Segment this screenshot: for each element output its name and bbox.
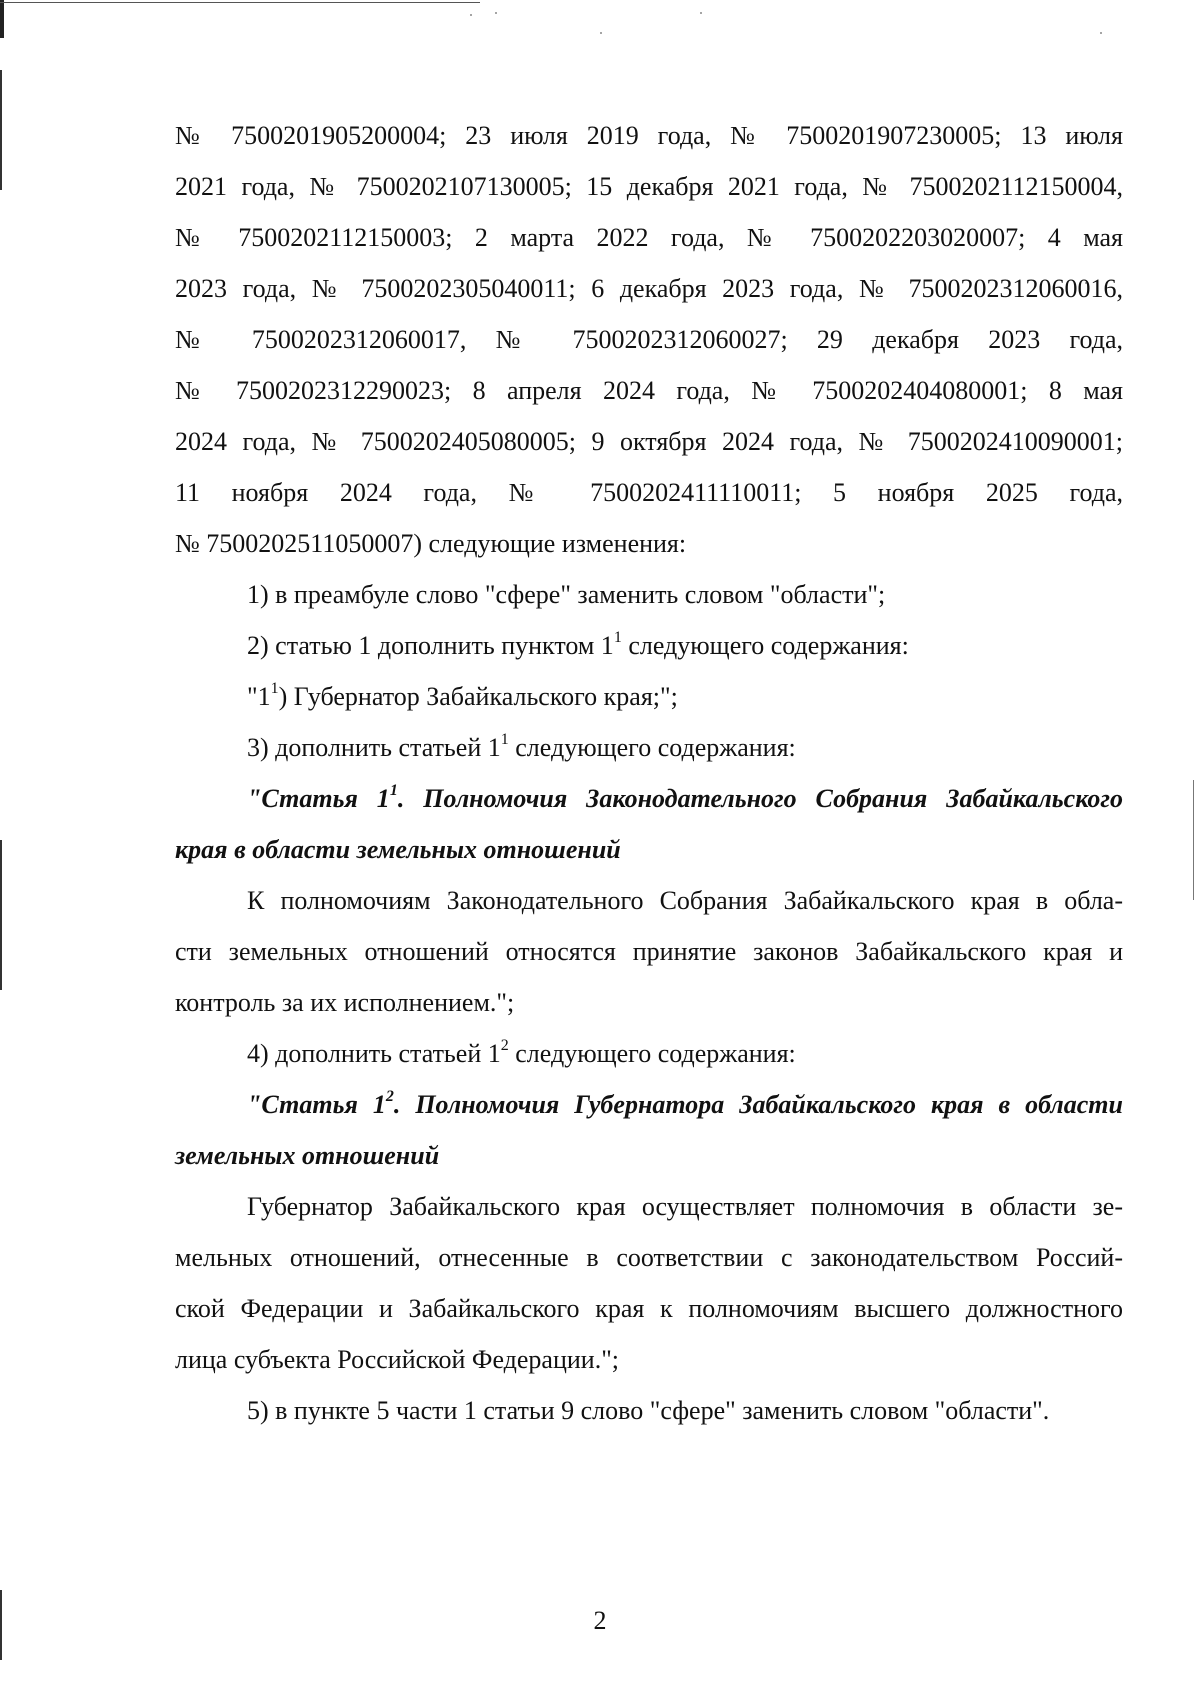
- article-1-2-body-line: лица субъекта Российской Федерации.";: [175, 1345, 620, 1374]
- paragraph-line: 2024 года, № 7500202405080005; 9 октября 2024 года, № 7500202410090001;: [175, 427, 1123, 456]
- paragraph-line: 11 ноября 2024 года, № 7500202411110011; 5 ноября 2025 года,: [175, 478, 1123, 507]
- amendment-item-5: 5) в пункте 5 части 1 статьи 9 слово "сфере" заменить словом "области".: [247, 1396, 1050, 1425]
- amendment-item-2: 2) статью 1 дополнить пунктом $1^1$ следующего содержания:: [247, 629, 909, 660]
- paragraph-line: № 7500201905200004; 23 июля 2019 года, № 7500201907230005; 13 июля: [175, 121, 1123, 150]
- document-body: [175, 110, 1123, 1436]
- article-1-1-body-line: контроль за их исполнением.";: [175, 988, 515, 1017]
- scan-speck: [600, 32, 602, 34]
- amendment-item-2-quote: "$1^1$) Губернатор Забайкальского края;";: [247, 680, 678, 711]
- amendment-item-4: 4) дополнить статьей $1^2$ следующего содержания:: [247, 1037, 796, 1068]
- article-1-2-title: "Статья $1^2$. Полномочия Губернатора Забайкальского края в области: [247, 1088, 1123, 1119]
- article-1-2-title-cont: земельных отношений: [175, 1141, 440, 1170]
- scan-edge-artifact: [0, 70, 2, 190]
- scan-edge-artifact: [1193, 780, 1194, 900]
- scan-speck: [470, 14, 472, 16]
- paragraph-line: № 7500202511050007) следующие изменения:: [175, 529, 687, 558]
- page-number: 2: [593, 1606, 607, 1635]
- paragraph-line: № 7500202312060017, № 7500202312060027; 29 декабря 2023 года,: [175, 325, 1123, 354]
- amendment-item-3: 3) дополнить статьей $1^1$ следующего содержания:: [247, 731, 796, 762]
- article-1-2-body-line: мельных отношений, отнесенные в соответствии с законодательством Россий-: [175, 1243, 1123, 1272]
- article-1-2-body-line: ской Федерации и Забайкальского края к полномочиям высшего должностного: [175, 1294, 1123, 1323]
- amendment-item-1: 1) в преамбуле слово "сфере" заменить словом "области";: [247, 580, 886, 609]
- article-1-1-title-cont: края в области земельных отношений: [175, 835, 621, 864]
- scan-edge-artifact: [0, 0, 4, 38]
- article-1-1-body-line: сти земельных отношений относятся принятие законов Забайкальского края и: [175, 937, 1123, 966]
- paragraph-line: № 7500202312290023; 8 апреля 2024 года, № 7500202404080001; 8 мая: [175, 376, 1123, 405]
- article-1-1-body-line: К полномочиям Законодательного Собрания Забайкальского края в обла-: [247, 886, 1123, 915]
- paragraph-line: № 7500202112150003; 2 марта 2022 года, № 7500202203020007; 4 мая: [175, 223, 1123, 252]
- scan-speck: [495, 12, 497, 14]
- article-1-1-title: "Статья $1^1$. Полномочия Законодательного Собрания Забайкальского: [247, 782, 1124, 813]
- paragraph-line: 2021 года, № 7500202107130005; 15 декабря 2021 года, № 7500202112150004,: [175, 172, 1123, 201]
- scan-speck: [700, 12, 702, 14]
- article-1-2-body-line: Губернатор Забайкальского края осуществляет полномочия в области зе-: [247, 1192, 1123, 1221]
- paragraph-line: 2023 года, № 7500202305040011; 6 декабря 2023 года, № 7500202312060016,: [175, 274, 1123, 303]
- scan-edge-artifact: [0, 840, 2, 990]
- scan-edge-artifact: [0, 2, 480, 3]
- scan-speck: [1100, 32, 1102, 34]
